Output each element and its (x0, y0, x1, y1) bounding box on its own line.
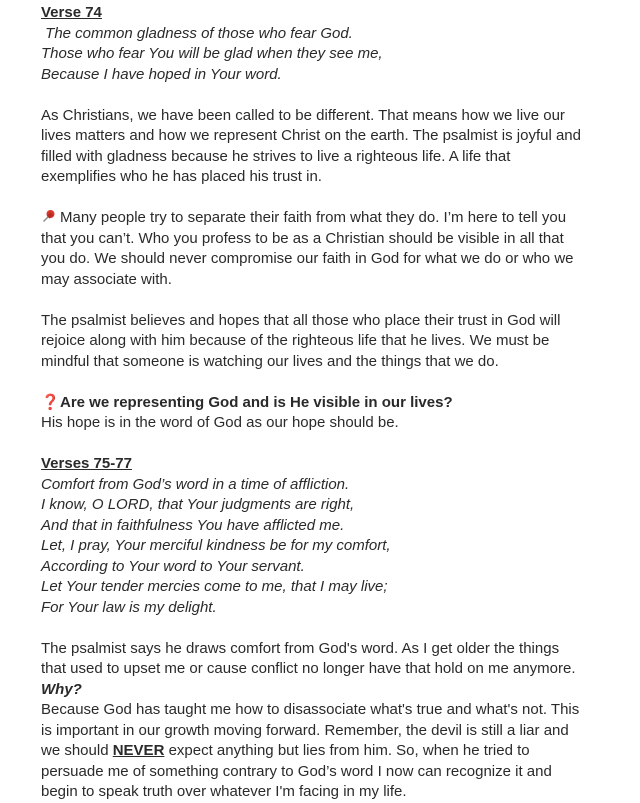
paragraph-line: is important in our growth moving forward. Remember, the devil is still a liar and (41, 721, 569, 739)
pushpin-icon (41, 208, 56, 229)
paragraph-line: rejoice along with him because of the righteous life that he lives. We must be (41, 332, 550, 349)
text-before-emphasis: we should (41, 742, 113, 759)
question-line (41, 393, 610, 414)
paragraph-line: begin to speak truth over whatever I'm facing in my life. (41, 783, 407, 800)
paragraph-line: you do. We should never compromise our faith in God for what we do or who we (41, 250, 574, 267)
paragraph-line: As Christians, we have been called to be different. That means how we live our (41, 106, 565, 124)
verse-line: Comfort from God’s word in a time of affliction. (41, 475, 350, 493)
verse-line: The common gladness of those who fear God. (41, 24, 353, 42)
paragraph-line: mindful that someone is watching our lives and the things that we do. (41, 352, 499, 370)
question-mark-icon: ❓ (41, 393, 60, 411)
verse-line: According to Your word to Your servant. (41, 557, 305, 575)
answer-line: His hope is in the word of God as our hope should be. (41, 414, 399, 431)
verse-line: For Your law is my delight. (41, 598, 217, 616)
why-line: Why? (41, 680, 82, 698)
paragraph-line (41, 208, 610, 229)
question-text: Are we representing God and is He visible in our lives? (60, 393, 453, 411)
verse-line: Let Your tender mercies come to me, that I may live; (41, 578, 388, 595)
section-heading-verse-74: Verse 74 (41, 4, 102, 21)
paragraph-line: The psalmist says he draws comfort from God's word. As I get older the things (41, 639, 560, 657)
paragraph-line: persuade me of something contrary to God’s word I now can recognize it and (41, 762, 552, 780)
paragraph-line: that used to upset me or cause conflict no longer have that hold on me anymore. (41, 660, 576, 677)
text-after-emphasis: expect anything but lies from him. So, when he tried to (164, 742, 530, 759)
paragraph-line: The psalmist believes and hopes that all those who place their trust in God will (41, 311, 561, 329)
verse-line: Let, I pray, Your merciful kindness be for my comfort, (41, 537, 391, 554)
paragraph-line (41, 741, 610, 762)
verse-line: I know, O LORD, that Your judgments are right, (41, 496, 355, 513)
paragraph-line: may associate with. (41, 270, 172, 288)
verse-line: Those who fear You will be glad when they see me, (41, 45, 383, 62)
section-heading-verses-75-77: Verses 75-77 (41, 455, 132, 472)
paragraph-line: exemplifies who he has placed his trust in. (41, 168, 322, 185)
paragraph-text: Many people try to separate their faith from what they do. I’m here to tell you (60, 209, 567, 226)
verse-line: And that in faithfulness You have afflicted me. (41, 516, 345, 534)
paragraph-line: filled with gladness because he strives to live a righteous life. A life that (41, 147, 511, 165)
paragraph-line: that you can’t. Who you profess to be as a Christian should be visible in all that (41, 229, 564, 247)
paragraph-line: lives matters and how we represent Christ on the earth. The psalmist is joyful and (41, 127, 581, 144)
paragraph-line: Because God has taught me how to disassociate what's true and what's not. This (41, 701, 580, 718)
verse-line: Because I have hoped in Your word. (41, 65, 282, 83)
emphasis-never: NEVER (112, 742, 165, 759)
